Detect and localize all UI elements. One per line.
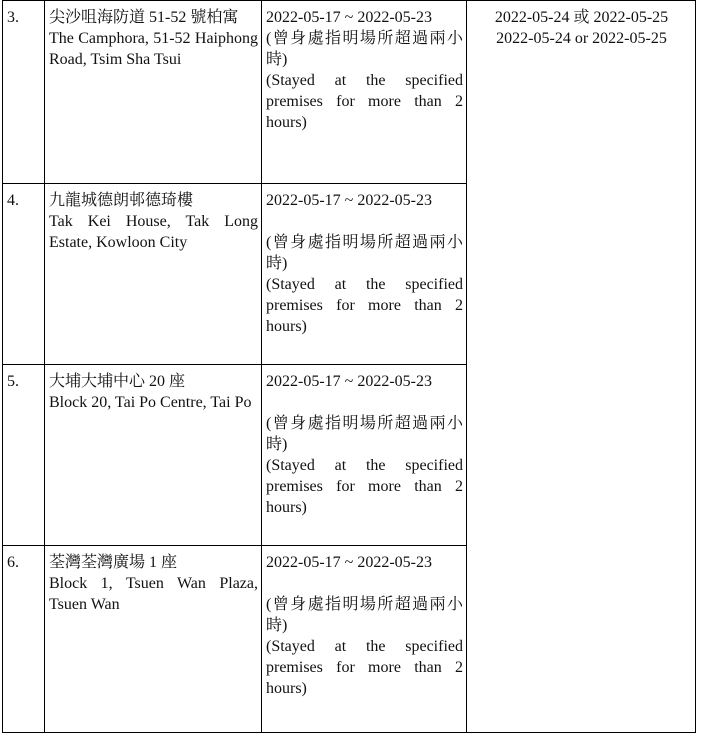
date-cell [262,365,467,546]
premises-table [2,0,696,733]
location-english: Block 1, Tsuen Wan Plaza, Tsuen Wan [49,575,258,613]
location-chinese: 九龍城德朗邨德琦樓 [49,192,194,209]
spacer [266,573,463,594]
date-cell [262,1,467,184]
date-cell [262,546,467,733]
stay-note-chinese: (曾身處指明場所超過兩小時) [266,596,463,634]
stay-note-english: (Stayed at the specified premises for more than 2 hours) [266,72,463,131]
test-date-cell [467,1,696,733]
location-english: Tak Kei House, Tak Long Estate, Kowloon City [49,213,258,251]
stay-note-english: (Stayed at the specified premises for more than 2 hours) [266,638,463,697]
location-cell [45,184,262,365]
location-english: The Camphora, 51-52 Haiphong Road, Tsim Sha Tsui [49,30,258,68]
row-number: 6. [3,546,45,733]
stay-note-chinese: (曾身處指明場所超過兩小時) [266,415,463,453]
date-range: 2022-05-17 ~ 2022-05-23 [266,9,432,26]
location-cell [45,1,262,184]
date-range: 2022-05-17 ~ 2022-05-23 [266,192,432,209]
date-range: 2022-05-17 ~ 2022-05-23 [266,373,432,390]
stay-note-chinese: (曾身處指明場所超過兩小時) [266,30,463,68]
location-cell [45,365,262,546]
table-row [3,1,696,184]
row-number: 3. [3,1,45,184]
spacer [266,211,463,232]
location-cell [45,546,262,733]
date-cell [262,184,467,365]
stay-note-english: (Stayed at the specified premises for more than 2 hours) [266,276,463,335]
location-chinese: 尖沙咀海防道 51-52 號柏寓 [49,9,239,26]
spacer [266,392,463,413]
date-range: 2022-05-17 ~ 2022-05-23 [266,554,432,571]
row-number: 4. [3,184,45,365]
row-number: 5. [3,365,45,546]
stay-note-chinese: (曾身處指明場所超過兩小時) [266,234,463,272]
test-date-chinese: 2022-05-24 或 2022-05-25 [494,9,669,26]
location-chinese: 大埔大埔中心 20 座 [49,373,186,390]
stay-note-english: (Stayed at the specified premises for more than 2 hours) [266,457,463,516]
location-chinese: 荃灣荃灣廣場 1 座 [49,554,178,571]
test-date-english: 2022-05-24 or 2022-05-25 [496,30,667,47]
location-english: Block 20, Tai Po Centre, Tai Po [49,394,252,411]
